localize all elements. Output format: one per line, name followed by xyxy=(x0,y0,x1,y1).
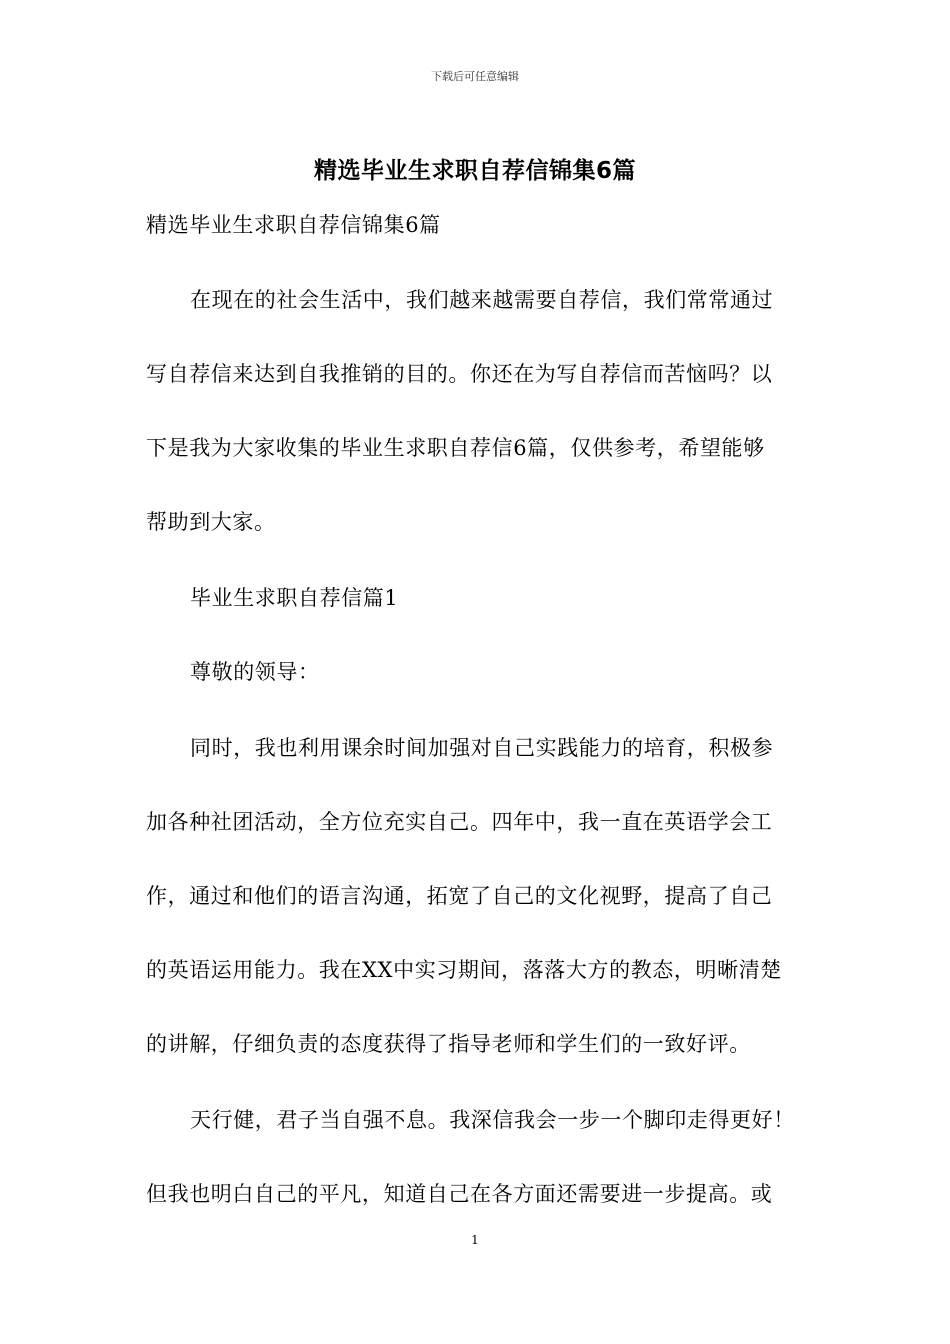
section-heading: 毕业生求职自荐信篇1 xyxy=(190,586,399,610)
document-subtitle: 精选毕业生求职自荐信锦集6篇 xyxy=(146,213,441,237)
paragraph-line: 下是我为大家收集的毕业生求职自荐信6篇，仅供参考，希望能够 xyxy=(146,436,765,460)
paragraph-line: 加各种社团活动，全方位充实自己。四年中，我一直在英语学会工 xyxy=(146,810,773,834)
paragraph-line: 天行健，君子当自强不息。我深信我会一步一个脚印走得更好！ xyxy=(190,1108,795,1132)
paragraph-line: 帮助到大家。 xyxy=(146,510,276,534)
document-title: 精选毕业生求职自荐信锦集6篇 xyxy=(313,158,636,184)
page-header-note: 下载后可任意编辑 xyxy=(431,70,519,83)
paragraph-line: 的英语运用能力。我在XX中实习期间，落落大方的教态，明晰清楚 xyxy=(146,958,782,982)
paragraph-line: 的讲解，仔细负责的态度获得了指导老师和学生们的一致好评。 xyxy=(146,1032,751,1056)
paragraph-line: 写自荐信来达到自我推销的目的。你还在为写自荐信而苦恼吗？以 xyxy=(146,362,773,386)
paragraph-line: 同时，我也利用课余时间加强对自己实践能力的培育，积极参 xyxy=(190,736,774,760)
salutation: 尊敬的领导： xyxy=(190,660,320,684)
paragraph-line: 作，通过和他们的语言沟通，拓宽了自己的文化视野，提高了自己 xyxy=(146,884,773,908)
paragraph-line: 在现在的社会生活中，我们越来越需要自荐信，我们常常通过 xyxy=(190,288,774,312)
paragraph-line: 但我也明白自己的平凡，知道自己在各方面还需要进一步提高。或 xyxy=(146,1182,773,1206)
page-number: 1 xyxy=(471,1233,479,1247)
